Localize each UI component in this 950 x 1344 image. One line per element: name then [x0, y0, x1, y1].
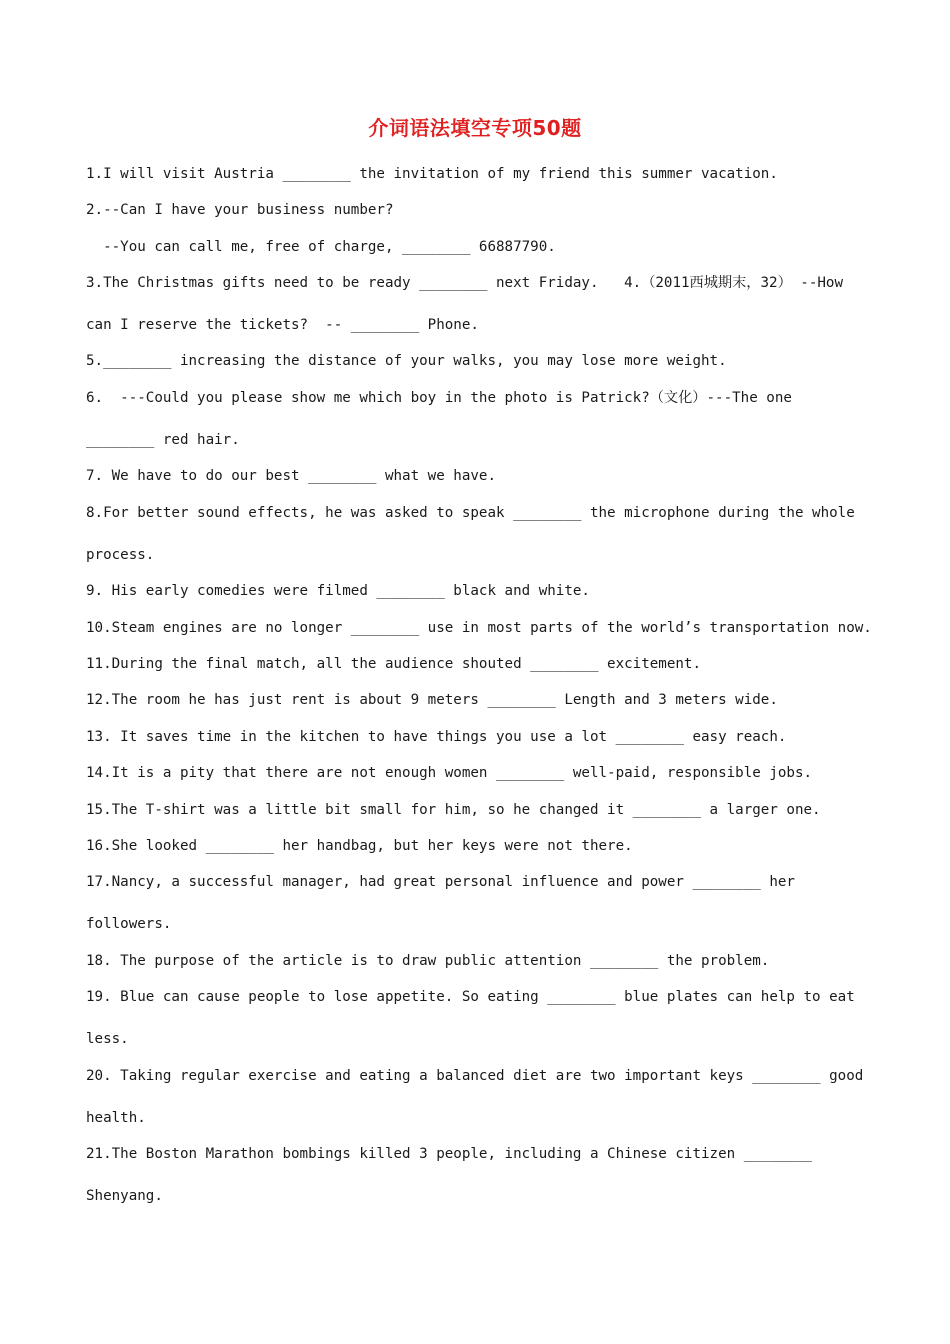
page-title: 介词语法填空专项50题 — [368, 116, 582, 140]
question-line-5: 5.________ increasing the distance of your walks, you may lose more weight. — [86, 353, 727, 369]
question-line-18: 18. The purpose of the article is to draw public attention ________ the problem. — [86, 953, 770, 969]
question-line-21b: Shenyang. — [86, 1188, 163, 1204]
question-line-11: 11.During the final match, all the audience shouted ________ excitement. — [86, 656, 701, 672]
question-line-20b: health. — [86, 1110, 146, 1126]
question-line-19: 19. Blue can cause people to lose appetite. So eating ________ blue plates can help to eat — [86, 989, 855, 1005]
question-line-1: 1.I will visit Austria ________ the invitation of my friend this summer vacation. — [86, 166, 778, 182]
question-line-17b: followers. — [86, 916, 172, 932]
question-line-20: 20. Taking regular exercise and eating a balanced diet are two important keys ________ good — [86, 1068, 864, 1084]
question-line-15: 15.The T-shirt was a little bit small for him, so he changed it ________ a larger one. — [86, 802, 821, 818]
question-line-13: 13. It saves time in the kitchen to have things you use a lot ________ easy reach. — [86, 729, 787, 745]
question-line-9: 9. His early comedies were filmed ________ black and white. — [86, 583, 590, 599]
question-line-6: 6. ---Could you please show me which boy in the photo is Patrick?（文化）---The one — [86, 390, 792, 406]
question-line-16: 16.She looked ________ her handbag, but her keys were not there. — [86, 838, 633, 854]
question-line-6b: ________ red hair. — [86, 432, 240, 448]
question-line-7: 7. We have to do our best ________ what we have. — [86, 468, 496, 484]
question-line-14: 14.It is a pity that there are not enough women ________ well-paid, responsible jobs. — [86, 765, 813, 781]
question-line-17: 17.Nancy, a successful manager, had great personal influence and power ________ her — [86, 874, 795, 890]
question-line-2b: --You can call me, free of charge, ________ 66887790. — [86, 239, 556, 255]
question-line-19b: less. — [86, 1031, 129, 1047]
question-line-4: can I reserve the tickets? -- ________ Phone. — [86, 317, 479, 333]
question-line-8b: process. — [86, 547, 155, 563]
question-line-10: 10.Steam engines are no longer ________ use in most parts of the world’s transportation now. — [86, 620, 872, 636]
question-line-12: 12.The room he has just rent is about 9 meters ________ Length and 3 meters wide. — [86, 692, 778, 708]
question-line-3: 3.The Christmas gifts need to be ready ________ next Friday. 4.（2011西城期末，32） --How — [86, 275, 844, 291]
question-line-2: 2.--Can I have your business number? — [86, 202, 394, 218]
question-line-21: 21.The Boston Marathon bombings killed 3 people, including a Chinese citizen ________ — [86, 1146, 813, 1162]
question-line-8: 8.For better sound effects, he was asked to speak ________ the microphone during the whole — [86, 505, 855, 521]
